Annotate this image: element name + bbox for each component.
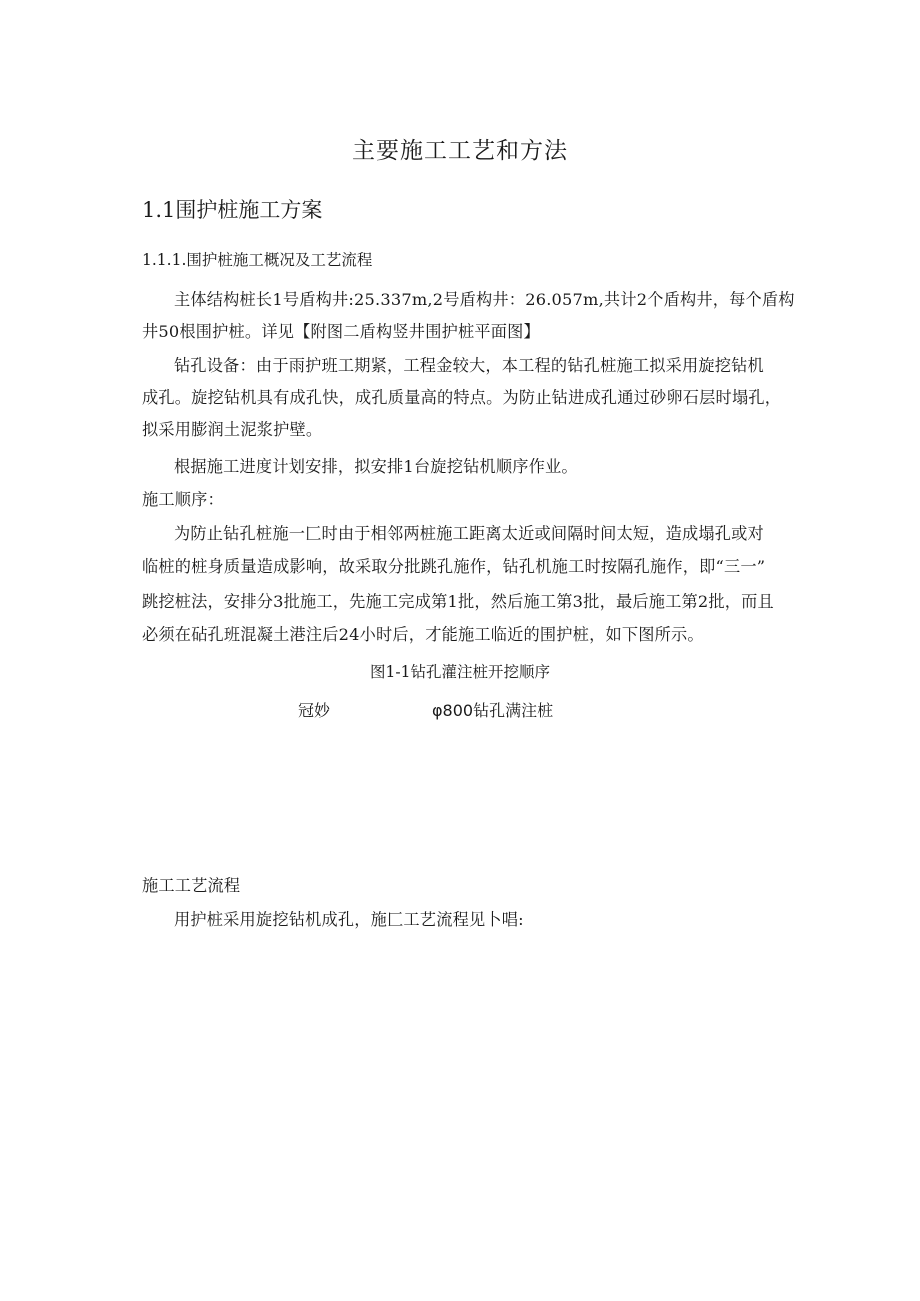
figure-label-right: φ800钻孔满注桩 [432, 701, 554, 720]
paragraph-line: 跳挖桩法，安排分3批施工，先施工完成第1批，然后施工第3批，最后施工第2批，而且 [142, 592, 774, 611]
flow-heading: 施工工艺流程 [142, 876, 241, 895]
paragraph-line: 临桩的桩身质量造成影响，故采取分批跳孔施作，钻孔机施工时按隔孔施作，即“三一” [142, 557, 766, 576]
paragraph-line: 根据施工进度计划安排，拟安排1台旋挖钻机顺序作业。 [174, 457, 578, 476]
paragraph-line: 用护桩采用旋挖钻机成孔，施匚工艺流程见卜唱: [174, 910, 524, 929]
page-title: 主要施工工艺和方法 [352, 138, 568, 164]
figure-caption: 图1-1钻孔灌注桩开挖顺序 [370, 663, 550, 681]
paragraph-line: 拟采用膨润土泥浆护壁。 [142, 420, 323, 439]
paragraph-line: 钻孔设备：由于雨护班工期紧，工程金较大，本工程的钻孔桩施工拟采用旋挖钻机 [174, 356, 764, 375]
paragraph-line: 为防止钻孔桩施一匚时由于相邻两桩施工距离太近或间隔时间太短，造成塌孔或对 [174, 524, 764, 543]
paragraph-line: 井50根围护桩。详见【附图二盾构竖井围护桩平面图】 [142, 322, 540, 341]
paragraph-line: 必须在砧孔班混凝土港注后24小时后，才能施工临近的围护桩，如下图所示。 [142, 625, 704, 644]
paragraph-line: 成孔。旋挖钻机具有成孔快，成孔质量高的特点。为防止钻进成孔通过砂卵石层时塌孔， [142, 388, 782, 407]
section-heading: 1.1围护桩施工方案 [142, 198, 323, 222]
paragraph-line: 主体结构桩长1号盾构井:25.337m,2号盾构井：26.057m,共计2个盾构井，每个盾构 [174, 290, 795, 309]
order-heading: 施工顺序： [142, 490, 224, 509]
figure-label-left: 冠妙 [298, 701, 331, 720]
subsection-heading: 1.1.1.围护桩施工概况及工艺流程 [142, 251, 373, 269]
